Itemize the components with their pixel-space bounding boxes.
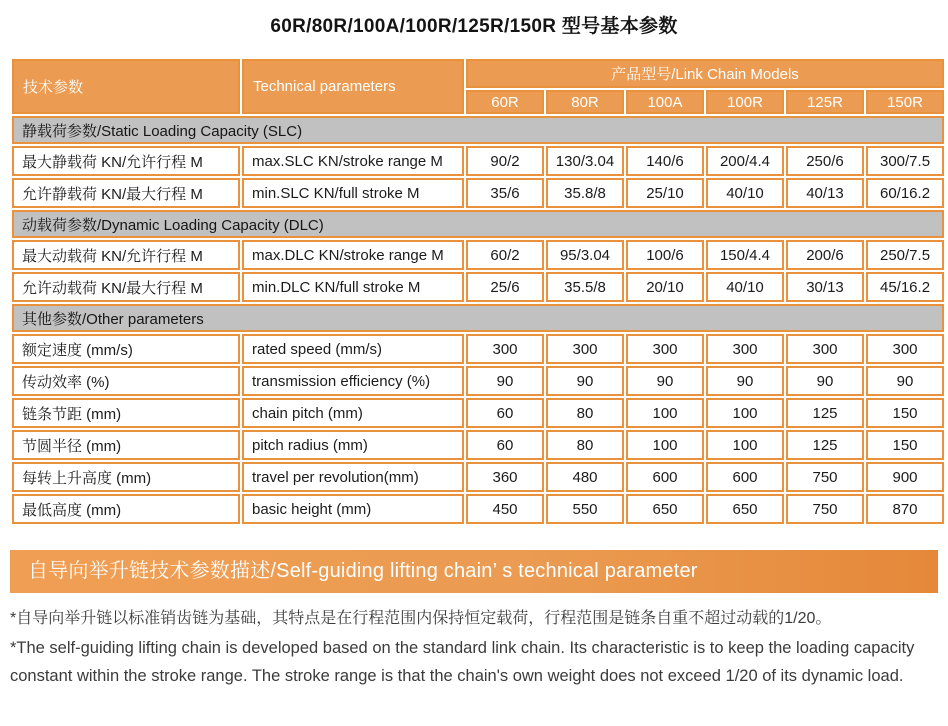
param-label-cn: 最大静载荷 KN/允许行程 M [12,146,240,176]
section-row [12,210,944,238]
section-title: 动载荷参数/Dynamic Loading Capacity (DLC) [12,210,944,238]
table-row [12,146,944,176]
param-value: 45/16.2 [866,272,944,302]
param-value: 20/10 [626,272,704,302]
param-value: 125 [786,430,864,460]
param-value: 40/13 [786,178,864,208]
param-value: 140/6 [626,146,704,176]
param-value: 80 [546,398,624,428]
param-value: 40/10 [706,178,784,208]
param-label-en: rated speed (mm/s) [242,334,464,364]
parameters-table [10,57,946,526]
table-row [12,240,944,270]
header-technical-parameters-cn: 技术参数 [12,59,240,114]
table-row [12,178,944,208]
header-model-150r: 150R [866,90,944,114]
param-label-cn: 链条节距 (mm) [12,398,240,428]
table-row [12,462,944,492]
param-value: 150 [866,398,944,428]
page-title: 60R/80R/100A/100R/125R/150R 型号基本参数 [270,16,678,37]
param-value: 200/6 [786,240,864,270]
param-value: 90 [706,366,784,396]
param-value: 100/6 [626,240,704,270]
param-value: 200/4.4 [706,146,784,176]
param-label-en: max.SLC KN/stroke range M [242,146,464,176]
param-value: 300 [466,334,544,364]
param-value: 300 [866,334,944,364]
param-label-cn: 每转上升高度 (mm) [12,462,240,492]
param-value: 60 [466,430,544,460]
section-row [12,116,944,144]
header-technical-parameters-en: Technical parameters [242,59,464,114]
param-value: 250/7.5 [866,240,944,270]
param-value: 25/10 [626,178,704,208]
param-label-cn: 最低高度 (mm) [12,494,240,524]
param-label-cn: 传动效率 (%) [12,366,240,396]
param-value: 900 [866,462,944,492]
param-label-en: min.DLC KN/full stroke M [242,272,464,302]
header-row-top [12,59,944,88]
header-link-chain-models-group: 产品型号/Link Chain Models [466,59,944,88]
param-value: 90 [546,366,624,396]
param-value: 125 [786,398,864,428]
table-row [12,398,944,428]
section-row [12,304,944,332]
param-value: 90 [626,366,704,396]
param-value: 150/4.4 [706,240,784,270]
param-label-en: travel per revolution(mm) [242,462,464,492]
param-value: 650 [626,494,704,524]
datasheet-page [0,11,948,726]
param-label-en: basic height (mm) [242,494,464,524]
param-value: 750 [786,494,864,524]
param-value: 95/3.04 [546,240,624,270]
header-model-60r: 60R [466,90,544,114]
table-row [12,366,944,396]
param-value: 100 [626,430,704,460]
param-label-cn: 允许动载荷 KN/最大行程 M [12,272,240,302]
param-label-cn: 节圆半径 (mm) [12,430,240,460]
param-value: 25/6 [466,272,544,302]
param-value: 300/7.5 [866,146,944,176]
note-english: *The self-guiding lifting chain is developed based on the standard link chain. Its characteristic is to keep the loading capacity constant within the stroke range. The stroke range is that the chain's own weight does not exceed 1/20 of its dynamic load. [10,639,915,685]
table-row [12,430,944,460]
param-value: 100 [706,398,784,428]
param-value: 360 [466,462,544,492]
param-value: 35.5/8 [546,272,624,302]
param-value: 300 [546,334,624,364]
param-label-cn: 额定速度 (mm/s) [12,334,240,364]
param-value: 90/2 [466,146,544,176]
param-value: 60/16.2 [866,178,944,208]
param-value: 90 [466,366,544,396]
note-chinese: *自导向举升链以标准销齿链为基础，其特点是在行程范围内保持恒定载荷，行程范围是链条自重不超过动载的1/20。 [10,610,832,627]
param-value: 600 [706,462,784,492]
param-value: 40/10 [706,272,784,302]
param-value: 300 [626,334,704,364]
param-value: 35.8/8 [546,178,624,208]
param-value: 90 [866,366,944,396]
param-value: 60/2 [466,240,544,270]
param-value: 750 [786,462,864,492]
param-value: 80 [546,430,624,460]
header-model-125r: 125R [786,90,864,114]
table-row [12,272,944,302]
param-label-en: min.SLC KN/full stroke M [242,178,464,208]
param-value: 480 [546,462,624,492]
table-row [12,334,944,364]
param-value: 100 [626,398,704,428]
param-label-cn: 最大动载荷 KN/允许行程 M [12,240,240,270]
section-title: 其他参数/Other parameters [12,304,944,332]
table-body [12,116,944,524]
table-header [12,59,944,114]
header-model-100a: 100A [626,90,704,114]
param-label-cn: 允许静载荷 KN/最大行程 M [12,178,240,208]
param-value: 150 [866,430,944,460]
param-value: 250/6 [786,146,864,176]
param-value: 650 [706,494,784,524]
param-value: 100 [706,430,784,460]
table-row [12,494,944,524]
param-value: 450 [466,494,544,524]
param-value: 300 [786,334,864,364]
param-value: 35/6 [466,178,544,208]
param-label-en: transmission efficiency (%) [242,366,464,396]
param-label-en: pitch radius (mm) [242,430,464,460]
param-value: 130/3.04 [546,146,624,176]
header-model-100r: 100R [706,90,784,114]
param-label-en: max.DLC KN/stroke range M [242,240,464,270]
header-model-80r: 80R [546,90,624,114]
param-value: 550 [546,494,624,524]
section-title: 静载荷参数/Static Loading Capacity (SLC) [12,116,944,144]
param-label-en: chain pitch (mm) [242,398,464,428]
param-value: 600 [626,462,704,492]
param-value: 870 [866,494,944,524]
param-value: 60 [466,398,544,428]
param-value: 300 [706,334,784,364]
section-banner-title: 自导向举升链技术参数描述/Self-guiding lifting chain’ s technical parameter [10,550,938,593]
param-value: 90 [786,366,864,396]
param-value: 30/13 [786,272,864,302]
